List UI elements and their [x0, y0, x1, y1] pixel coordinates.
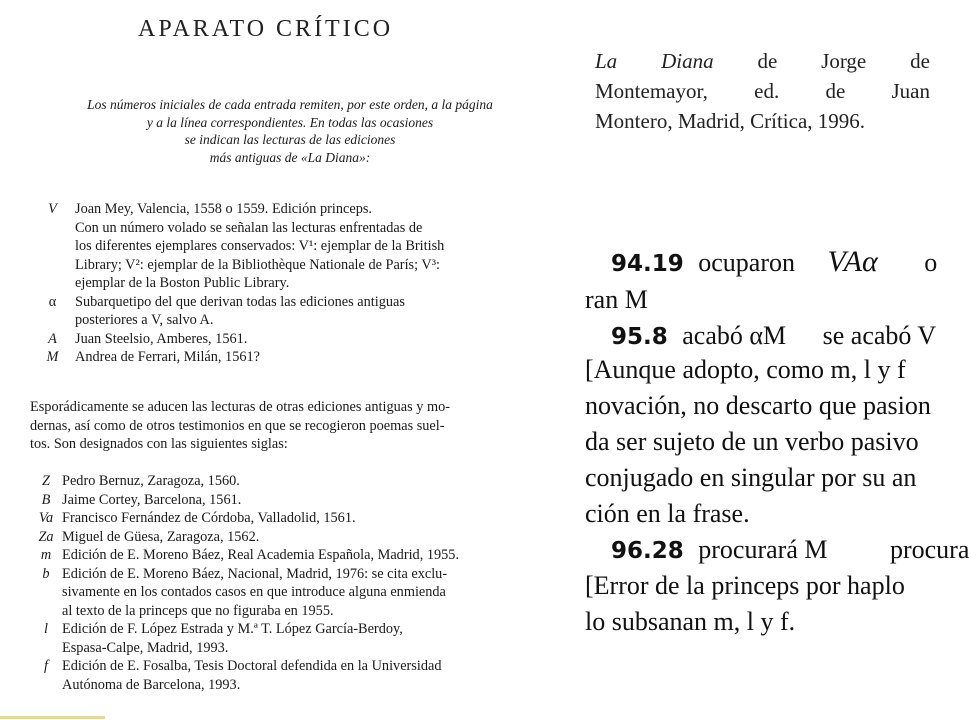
entry-line: Miguel de Güesa, Zaragoza, 1562. — [62, 528, 260, 545]
sigla-list — [30, 472, 550, 694]
citation-word: La — [595, 49, 618, 73]
note-entry — [611, 532, 969, 569]
note-line: novación, no descarto que pasion — [585, 391, 931, 420]
siglum-entry — [30, 491, 550, 510]
entry-line: Juan Steelsio, Amberes, 1561. — [75, 330, 248, 347]
citation-word: ed. — [754, 79, 780, 103]
entry-line: Library; V²: ejemplar de la Bibliothèque Nationale de París; V³: — [75, 256, 440, 273]
citation-word: Diana — [661, 49, 714, 73]
edition-entry — [30, 348, 550, 367]
entry-line: posteriores a V, salvo A. — [75, 312, 214, 328]
intro-line: Los números iniciales de cada entrada remiten, por este orden, a la página — [87, 97, 493, 112]
sporadic-paragraph — [30, 398, 550, 454]
intro-line: y a la línea correspondientes. En todas las ocasiones — [146, 114, 434, 130]
citation-word: de — [825, 79, 846, 103]
siglum: M — [46, 349, 59, 365]
note-ref: 94.19 — [611, 251, 684, 277]
entry-line: Espasa-Calpe, Madrid, 1993. — [62, 639, 229, 656]
siglum: Za — [38, 528, 54, 545]
siglum: f — [44, 658, 48, 674]
paragraph-line: dernas, así como de otros testimonios en que se recogieron poemas suel- — [30, 417, 445, 434]
citation-word: Jorge — [821, 49, 867, 73]
note-entry — [611, 318, 936, 355]
entry-line: Edición de E. Moreno Báez, Real Academia Española, Madrid, 1955. — [62, 547, 460, 563]
note-lemma: procurará M — [698, 535, 828, 564]
note-lemma: acabó αM — [682, 321, 787, 350]
siglum-entry — [30, 565, 550, 621]
scan-edge-mark — [0, 716, 105, 719]
note-line: conjugado en singular por su an — [585, 463, 917, 492]
siglum: V — [48, 201, 57, 217]
entry-line: Edición de F. López Estrada y M.ª T. López García-Berdoy, — [62, 621, 403, 637]
citation-word: de — [910, 49, 930, 73]
citation-word: Montemayor, — [595, 79, 708, 103]
entry-line: Pedro Bernuz, Zaragoza, 1560. — [62, 473, 240, 489]
siglum-entry — [30, 528, 550, 547]
entry-line: Con un número volado se señalan las lecturas enfrentadas de — [75, 219, 423, 236]
intro-note — [30, 96, 550, 166]
note-line: ran M — [585, 285, 648, 314]
entry-line: Edición de E. Fosalba, Tesis Doctoral defendida en la Universidad — [62, 658, 442, 674]
siglum-entry — [30, 472, 550, 491]
note-line: ción en la frase. — [585, 499, 750, 528]
siglum-entry — [30, 509, 550, 528]
edition-entry — [30, 200, 550, 293]
siglum: α — [48, 293, 57, 310]
siglum: b — [42, 565, 50, 582]
note-variant: se acabó V — [822, 321, 937, 350]
entry-line: sivamente en los contados casos en que introduce alguna enmienda — [62, 584, 446, 600]
page-title: APARATO CRÍTICO — [138, 16, 394, 42]
entry-line: Edición de E. Moreno Báez, Nacional, Madrid, 1976: se cita exclu- — [62, 565, 448, 582]
paragraph-line: Esporádicamente se aducen las lecturas de otras ediciones antiguas y mo- — [30, 399, 451, 415]
editions-list — [30, 200, 550, 367]
note-variant: procura — [889, 535, 969, 564]
critical-apparatus-excerpt — [583, 244, 969, 644]
entry-line: Andrea de Ferrari, Milán, 1561? — [75, 349, 261, 365]
note-lemma: ocuparon — [698, 248, 796, 277]
entry-line: Joan Mey, Valencia, 1558 o 1559. Edición princeps. — [75, 201, 372, 217]
edition-entry — [30, 293, 550, 330]
citation-word: Juan — [891, 79, 930, 103]
note-variant: o — [924, 248, 938, 277]
entry-line: Francisco Fernández de Córdoba, Valladolid, 1561. — [62, 510, 356, 526]
entry-line: los diferentes ejemplares conservados: V¹: ejemplar de la British — [75, 238, 445, 254]
siglum-entry — [30, 657, 550, 694]
siglum: Z — [42, 473, 50, 489]
note-line: [Aunque adopto, como m, l y f — [585, 355, 906, 384]
note-line: da ser sujeto de un verbo pasivo — [585, 427, 919, 456]
note-witness: VAα — [827, 245, 878, 278]
siglum: A — [48, 330, 57, 347]
citation-word: de — [757, 49, 778, 73]
siglum: m — [40, 547, 52, 563]
intro-line: se indican las lecturas de las ediciones — [184, 132, 396, 147]
siglum-entry — [30, 620, 550, 657]
note-line: lo subsanan m, l y f. — [585, 607, 796, 636]
note-entry — [611, 244, 937, 282]
paragraph-line: tos. Son designados con las siguientes siglas: — [30, 436, 288, 452]
entry-line: ejemplar de la Boston Public Library. — [75, 275, 290, 291]
source-citation — [595, 46, 930, 136]
intro-line: más antiguas de «La Diana»: — [209, 149, 371, 165]
entry-line: Jaime Cortey, Barcelona, 1561. — [62, 491, 242, 508]
entry-line: Autónoma de Barcelona, 1993. — [62, 676, 241, 693]
siglum: Va — [38, 510, 54, 526]
edition-entry — [30, 330, 550, 349]
siglum-entry — [30, 546, 550, 565]
note-ref: 95.8 — [611, 324, 668, 350]
siglum: l — [44, 621, 48, 637]
note-ref: 96.28 — [611, 538, 684, 564]
entry-line: Subarquetipo del que derivan todas las ediciones antiguas — [75, 293, 405, 310]
note-line: [Error de la princeps por haplo — [585, 571, 905, 600]
siglum: B — [41, 491, 51, 508]
citation-line: Montero, Madrid, Crítica, 1996. — [595, 109, 866, 133]
entry-line: al texto de la princeps que no figuraba en 1955. — [62, 602, 334, 619]
